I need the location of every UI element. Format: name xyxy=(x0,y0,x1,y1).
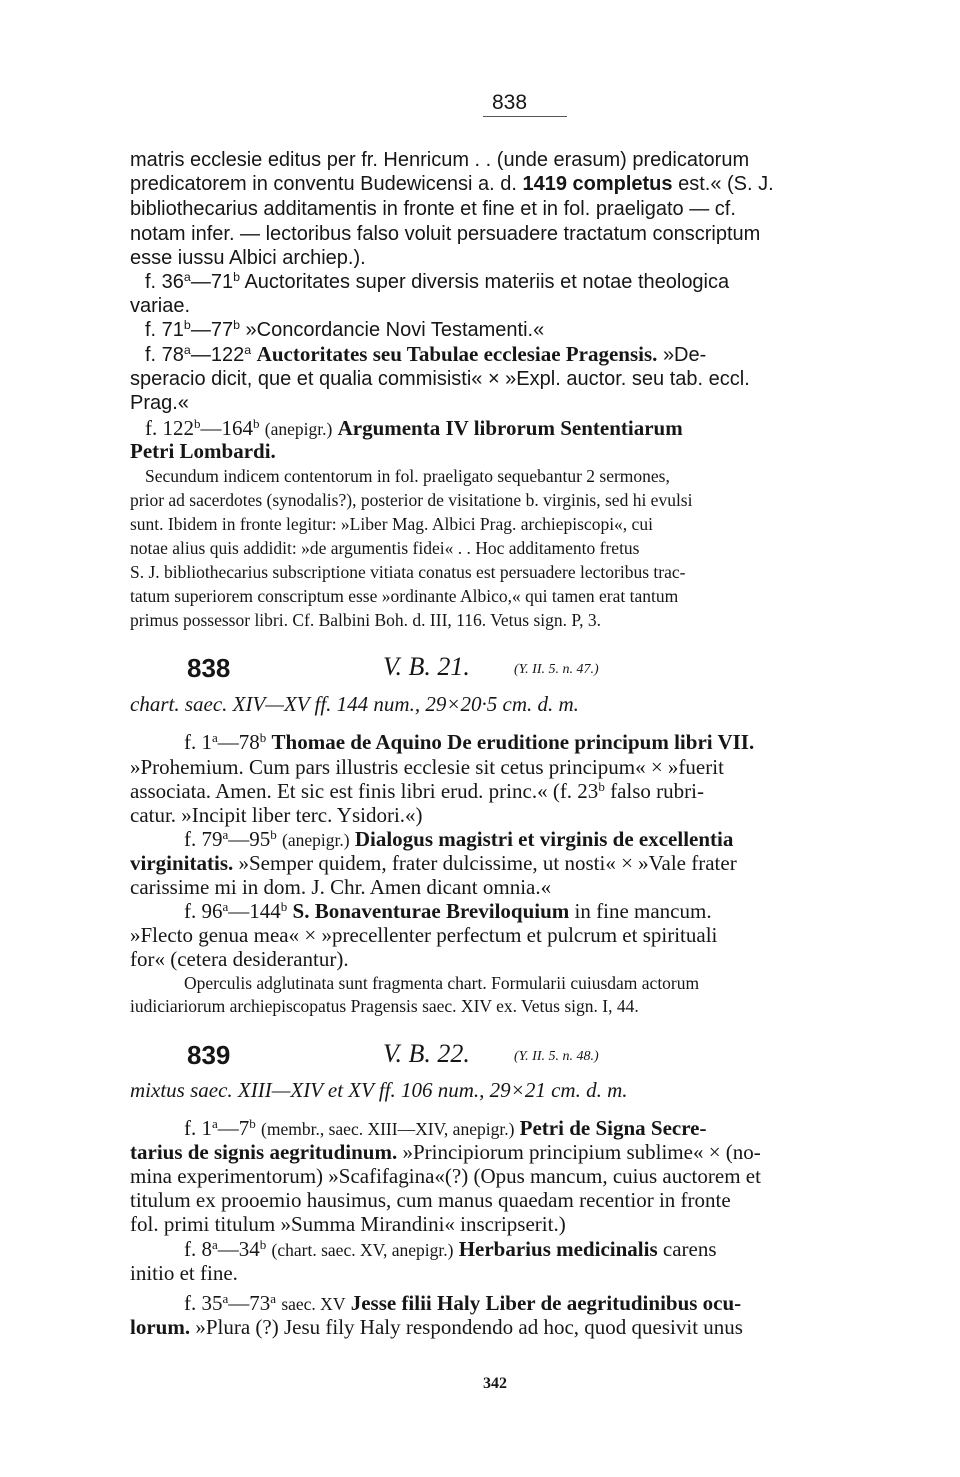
text-line: associata. Amen. Et sic est finis libri erud. princ.« (f. 23$^b$ falso rubri- xyxy=(130,778,704,803)
page-number-bottom: 342 xyxy=(483,1375,507,1392)
text-line: matris ecclesie editus per fr. Henricum . . (unde erasum) predicatorum xyxy=(130,149,750,171)
note-line: iudiciariorum archiepiscopatus Pragensis saec. XIV ex. Vetus sign. I, 44. xyxy=(130,996,639,1016)
text-line: f. 78$^a$—122$^a$ Auctoritates seu Tabulae ecclesiae Pragensis. »De- xyxy=(145,342,707,366)
note-line: tatum superiorem conscriptum esse »ordinante Albico,« qui tamen erat tantum xyxy=(130,586,679,606)
text-line: Prag.« xyxy=(130,392,189,414)
text-line: f. 8$^a$—34$^b$ (chart. saec. XV, anepigr.) Herbarius medicinalis carens xyxy=(184,1236,717,1261)
page-number-top: 838 xyxy=(492,91,528,114)
text-line: f. 122$^b$—164$^b$ (anepigr.) Argumenta IV librorum Sententiarum xyxy=(145,415,683,440)
text-line: f. 1$^a$—78$^b$ Thomae de Aquino De eruditione principum libri VII. xyxy=(184,729,755,754)
shelfmark: V. B. 21. xyxy=(383,652,470,681)
text-line: fol. primi titulum »Summa Mirandini« inscripserit.) xyxy=(130,1212,566,1236)
text-line: lorum. »Plura (?) Jesu fily Haly respondendo ad hoc, quod quesivit unus xyxy=(130,1315,743,1339)
text-line: speracio dicit, que et qualia commisisti« × »Expl. auctor. seu tab. eccl. xyxy=(130,368,750,390)
note-line: primus possessor libri. Cf. Balbini Boh. d. III, 116. Vetus sign. P, 3. xyxy=(130,610,602,630)
text-line: variae. xyxy=(130,295,191,317)
text-line: titulum ex prooemio hausimus, cum manus quaedam recentior in fronte xyxy=(130,1188,731,1212)
codex-description: chart. saec. XIV—XV ff. 144 num., 29×20·5 cm. d. m. xyxy=(130,692,579,716)
text-line: f. 36$^a$—71$^b$ Auctoritates super diversis materiis et notae theologica xyxy=(145,270,730,293)
text-line: bibliothecarius additamentis in fronte et fine et in fol. praeligato — cf. xyxy=(130,198,736,220)
text-line: catur. »Incipit liber terc. Ysidori.«) xyxy=(130,803,423,827)
note-line: sunt. Ibidem in fronte legitur: »Liber Mag. Albici Prag. archiepiscopi«, cui xyxy=(130,514,653,534)
note-line: S. J. bibliothecarius subscriptione vitiata conatus est persuadere lectoribus trac- xyxy=(130,562,686,582)
text-line: f. 35$^a$—73$^a$ saec. XV Jesse filii Haly Liber de aegritudinibus ocu- xyxy=(184,1290,742,1315)
entry-number: 839 xyxy=(187,1040,231,1070)
text-line: tarius de signis aegritudinum. »Principiorum principium sublime« × (no- xyxy=(130,1140,761,1164)
shelfmark: V. B. 22. xyxy=(383,1039,470,1068)
header-rule xyxy=(483,116,567,117)
text-line: Petri Lombardi. xyxy=(130,439,276,463)
text-line: esse iussu Albici archiep.). xyxy=(130,247,366,269)
codex-description: mixtus saec. XIII—XIV et XV ff. 106 num., 29×21 cm. d. m. xyxy=(130,1078,628,1102)
entry-number: 838 xyxy=(187,653,231,683)
old-signature: (Y. II. 5. n. 47.) xyxy=(514,662,599,677)
text-line: f. 79$^a$—95$^b$ (anepigr.) Dialogus magistri et virginis de excellentia xyxy=(184,826,734,851)
note-line: prior ad sacerdotes (synodalis?), posterior de visitatione b. virginis, sed hi evulsi xyxy=(130,490,693,510)
old-signature: (Y. II. 5. n. 48.) xyxy=(514,1049,599,1064)
text-line: mina experimentorum) »Scafifagina«(?) (Opus mancum, cuius auctorem et xyxy=(130,1164,761,1188)
note-line: Operculis adglutinata sunt fragmenta chart. Formularii cuiusdam actorum xyxy=(184,973,700,993)
text-line: initio et fine. xyxy=(130,1261,238,1285)
text-line: for« (cetera desiderantur). xyxy=(130,947,349,971)
text-line: f. 96$^a$—144$^b$ S. Bonaventurae Breviloquium in fine mancum. xyxy=(184,898,712,923)
text-line: carissime mi in dom. J. Chr. Amen dicant omnia.« xyxy=(130,875,552,899)
text-line: f. 71$^b$—77$^b$ »Concordancie Novi Testamenti.« xyxy=(145,318,545,341)
note-line: notae alius quis addidit: »de argumentis fidei« . . Hoc additamento fretus xyxy=(130,538,640,558)
text-line: predicatorem in conventu Budewicensi a. d. 1419 completus est.« (S. J. xyxy=(130,173,774,195)
note-line: Secundum indicem contentorum in fol. praeligato sequebantur 2 sermones, xyxy=(145,466,670,486)
text-line: notam infer. — lectoribus falso voluit persuadere tractatum conscriptum xyxy=(130,223,761,245)
text-line: »Prohemium. Cum pars illustris ecclesie sit cetus principum« × »fuerit xyxy=(130,755,724,779)
text-line: »Flecto genua mea« × »precellenter perfectum et pulcrum et spirituali xyxy=(130,923,718,947)
text-line: virginitatis. »Semper quidem, frater dulcissime, ut nosti« × »Vale frater xyxy=(130,851,737,875)
text-line: f. 1$^a$—7$^b$ (membr., saec. XIII—XIV, anepigr.) Petri de Signa Secre- xyxy=(184,1115,707,1140)
